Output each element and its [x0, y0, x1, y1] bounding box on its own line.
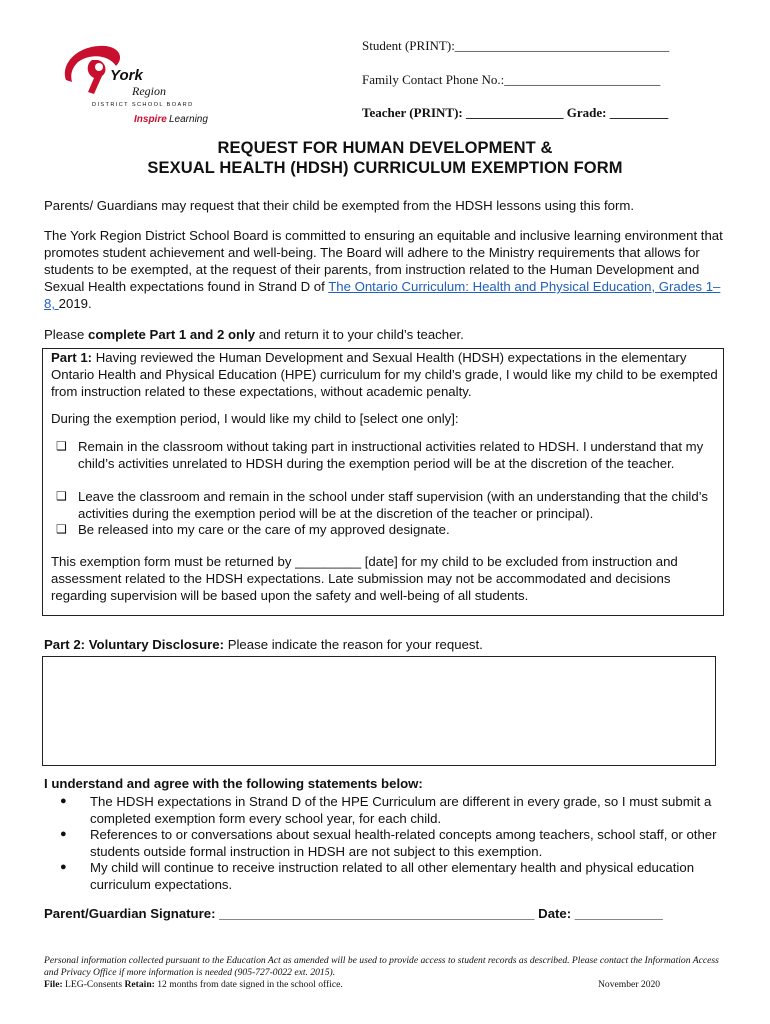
- checkbox-icon[interactable]: ❑: [56, 522, 67, 536]
- agree-bullet-text: The HDSH expectations in Strand D of the HPE Curriculum are different in every grade, so I must submit a completed exemption form every school year, for each child.: [90, 794, 712, 826]
- form-title-line1: REQUEST FOR HUMAN DEVELOPMENT &: [217, 139, 553, 157]
- logo-graphic: [58, 40, 208, 130]
- file-label: File:: [44, 979, 63, 990]
- instructions-start: Please: [44, 327, 88, 342]
- agree-bullet-text: References to or conversations about sexual health-related concepts among teachers, school staff, or other students outside formal instruction in HDSH are not subject to this exemption.: [90, 827, 717, 859]
- signature-line[interactable]: Parent/Guardian Signature: ___________________________________________ Date: ____________: [44, 906, 663, 921]
- part1-label: Part 1:: [51, 350, 93, 365]
- agree-bullet: [60, 859, 730, 893]
- curriculum-link[interactable]: The Ontario Curriculum: Health and Physical Education, Grades 1–8,: [44, 279, 721, 311]
- intro-paragraph-2: [44, 227, 724, 312]
- checkbox-icon[interactable]: ❑: [56, 489, 67, 503]
- logo-district-text: DISTRICT SCHOOL BOARD: [92, 102, 194, 108]
- option-text: Leave the classroom and remain in the school under staff supervision (with an understanding that the child’s activities during the exemption period will be at the discretion of the teacher or principal).: [78, 489, 708, 521]
- instructions-line: [44, 326, 724, 343]
- logo-region-text: Region: [132, 84, 166, 98]
- file-value: LEG-Consents: [62, 979, 125, 990]
- checkbox-icon[interactable]: ❑: [56, 439, 67, 453]
- return-deadline-text: This exemption form must be returned by _________ [date] for my child to be excluded from instruction and assessment related to the HDSH expectations. Late submission may not be accommodated and decisions regarding supervision will be based upon the safety and well-being of all students.: [51, 554, 678, 603]
- logo-inspire-text: Inspire: [134, 114, 167, 125]
- intro-paragraph-2-end: 2019.: [58, 296, 92, 311]
- agree-bullet: [60, 793, 730, 827]
- intro-paragraph-2-text: The York Region District School Board is committed to ensuring an equitable and inclusive learning environment that promotes student achievement and well-being. The Board will adhere to the Ministry requirements that allows for students to be exempted, at the request of their parents, from instruction related to the Human Development and Sexual Health expectations found in Strand D of: [44, 228, 723, 294]
- form-title-line2: SEXUAL HEALTH (HDSH) CURRICULUM EXEMPTION FORM: [147, 159, 623, 177]
- york-region-logo: [58, 40, 208, 130]
- bullet-icon: ●: [60, 828, 67, 840]
- privacy-notice: Personal information collected pursuant to the Education Act as amended will be used to provide access to student records as described. Please contact the Information Access and Privacy Office if more information is needed (905-727-0022 ext. 2015).: [44, 955, 719, 978]
- form-date: November 2020: [598, 979, 661, 990]
- logo-learning-text: Learning.: [169, 114, 208, 125]
- file-retention: [44, 979, 564, 991]
- part2-heading: [44, 636, 724, 653]
- teacher-grade-field[interactable]: Teacher (PRINT): _______________ Grade: _________: [362, 105, 669, 120]
- bullet-icon: ●: [60, 795, 67, 807]
- bullet-icon: ●: [60, 861, 67, 873]
- part1-text: Having reviewed the Human Development and Sexual Health (HDSH) expectations in the elementary Ontario Health and Physical Education (HPE) curriculum for my child’s grade, I would like my child to be exempted from instruction related to these expectations, without academic penalty.: [51, 350, 718, 399]
- option-released-to-care[interactable]: [56, 521, 718, 538]
- part1-during: During the exemption period, I would like my child to [select one only]:: [51, 411, 459, 426]
- part2-label: Part 2: Voluntary Disclosure:: [44, 637, 225, 652]
- logo-york-text: York: [110, 67, 143, 84]
- retain-label: Retain:: [124, 979, 155, 990]
- agree-heading: I understand and agree with the following statements below:: [44, 776, 423, 791]
- option-remain-in-classroom[interactable]: [56, 438, 718, 472]
- instructions-end: and return it to your child’s teacher.: [255, 327, 464, 342]
- part2-text: Please indicate the reason for your request.: [224, 637, 483, 652]
- agree-bullet: [60, 826, 730, 860]
- agree-bullet-text: My child will continue to receive instruction related to all other elementary health and physical education curriculum expectations.: [90, 860, 695, 892]
- option-text: Be released into my care or the care of my approved designate.: [78, 522, 450, 537]
- part1-intro: [51, 349, 719, 400]
- family-phone-field[interactable]: Family Contact Phone No.:________________________: [362, 72, 661, 87]
- option-leave-classroom[interactable]: [56, 488, 718, 522]
- disclosure-textbox[interactable]: [42, 656, 716, 766]
- instructions-bold: complete Part 1 and 2 only: [88, 327, 256, 342]
- intro-paragraph-1: Parents/ Guardians may request that their child be exempted from the HDSH lessons using this form.: [44, 198, 635, 213]
- student-name-field[interactable]: Student (PRINT):_________________________________: [362, 38, 670, 53]
- option-text: Remain in the classroom without taking part in instructional activities related to HDSH. I understand that my child’s activities unrelated to HDSH during the exemption period will be at the discretion of the teacher.: [78, 439, 704, 471]
- retain-value: 12 months from date signed in the school office.: [154, 979, 343, 990]
